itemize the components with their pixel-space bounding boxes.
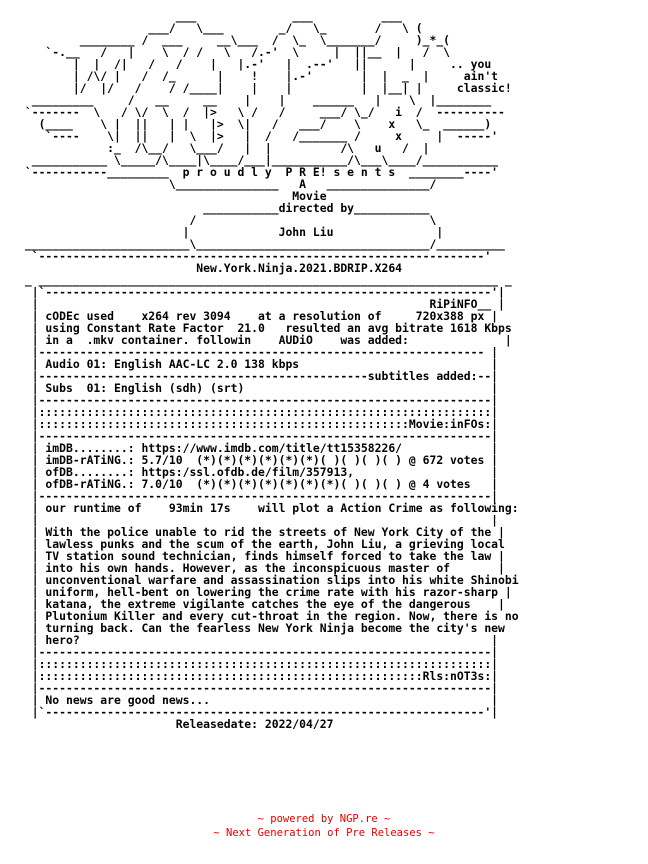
nfo-ascii-document: ___ ___ ___ ___/ \___ _/ \_ / \ ( ________ / ___ __\___ / \_ \_______/ )_*_( `-.__ / | \ / / \ /.-' \ | ||__ | / \ | | /| / / | |.-' | .--' || | .. you | /\/ | / /_ | ! |.-' | | _ | ain't |/ |/ / / /____| | | | |__| | classic! _________ / __ __ | | ______ | \ |________ `------- \ / \/ \ / |> \ / / ___/ \_/ i / ---------- (____ \ | || | | |> \| / ___/ \ x \_ ______) `---- \| || | \ |> | / /_______ / x | -----' :_ /\__/ \___/ | | /\ u / | ___________ \_____/\____|\____/___|___________/\___\____/___________ `-----------_________ p r o u d l y P R E! s e n t s ________----' \_______________ A _______________/ Movie ___________directed by___________ / \ | John Liu | ________________________\__________________________________/__________ `-----------------------------------------------------------------' New.York.Ninja.2021.BDRIP.X264 _ ___________________________________________________________________ _ |`-----------------------------------------------------------------'| | RiPiNFO__ | | cODEc used x264 rev 3094 at a resolution of 720x388 px | | using Constant Rate Factor 21.0 resulted an avg bitrate 1618 Kbps | in a .mkv container. followin AUDiO was added: | |----------------------------------------------------------------- | | Audio 01: English AAC-LC 2.0 138 kbps | |------------------------------------------------subtitles added:--| | Subs 01: English (sdh) (srt) | |------------------------------------------------------------------| |::::::::::::::::::::::::::::::::::::::::::::::::::::::::::::::::::| |::::::::::::::::::::::::::::::::::::::::::::::::::::::Movie:inFOs:| |------------------------------------------------------------------| | imDB........: https://www.imdb.com/title/tt15358226/ | | imDB-rATiNG.: 5.7/10 (*)(*)(*)(*)(*)(*)( )( )( )( ) @ 672 votes | | ofDB........: https:/ssl.ofdb.de/film/357913, | | ofDB-rATiNG.: 7.0/10 (*)(*)(*)(*)(*)(*)(*)( )( )( ) @ 4 votes | |------------------------------------------------------------------| | our runtime of 93min 17s will plot a Action Crime as following: | | | With the police unable to rid the streets of New York City of the | | lawless punks and the scum of the earth, John Liu, a grieving local | TV station sound technician, finds himself forced to take the law | | into his own hands. However, as the inconspicuous master of | | unconventional warfare and assassination slips into his white Shinobi | uniform, hell-bent on lowering the crime rate with his razor-sharp | | katana, the extreme vigilante catches the eye of the dangerous | | Plutonium Killer and every cut-throat in the region. Now, there is no | turning back. Can the fearless New York Ninja become the city's new | hero? | |------------------------------------------------------------------| |::::::::::::::::::::::::::::::::::::::::::::::::::::::::::::::::::| |::::::::::::::::::::::::::::::::::::::::::::::::::::::::Rls:nOT3s:| |------------------------------------------------------------------| | No news are good news... | |`----------------------------------------------------------------'| Releasedate: 2022/04/27 (24, 9, 519, 731)
powered-by-link[interactable]: ~ powered by NGP.re ~ (257, 813, 391, 825)
tagline-footer (0, 826, 648, 840)
powered-by-footer (0, 812, 648, 826)
tagline-text: ~ Next Generation of Pre Releases ~ (213, 827, 435, 839)
